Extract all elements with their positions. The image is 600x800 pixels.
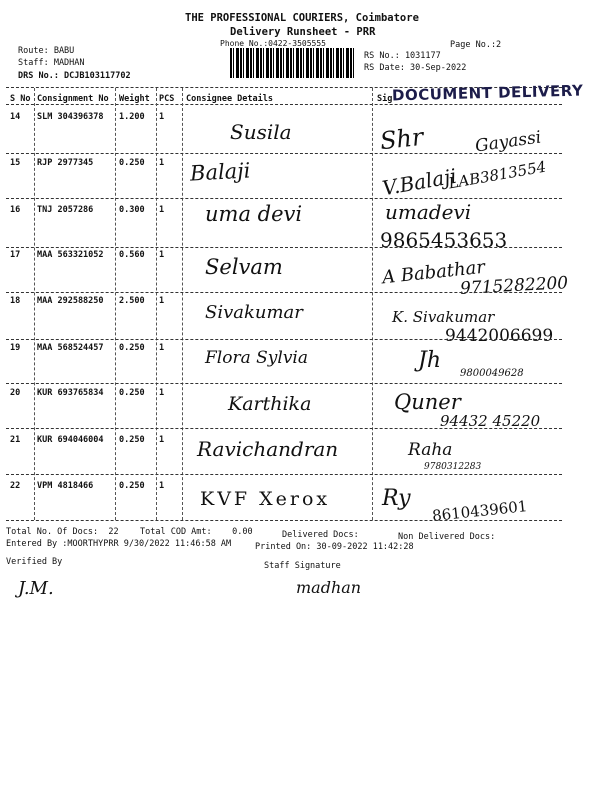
rs-number: RS No.: 1031177 — [364, 51, 441, 61]
row-sno: 16 — [10, 205, 21, 215]
col-weight: Weight — [119, 94, 150, 104]
company-name: THE PROFESSIONAL COURIERS, Coimbatore — [185, 12, 419, 24]
entered-by: Entered By :MOORTHYPRR 9/30/2022 11:46:58 AM — [6, 539, 232, 549]
recipient-signature: K. Sivakumar — [392, 308, 495, 326]
recipient-signature: V.Balaji — [380, 163, 459, 201]
row-weight: 0.250 — [119, 343, 145, 353]
row-weight: 1.200 — [119, 112, 145, 122]
recipient-signature: Ry — [382, 486, 411, 511]
total-cod: Total COD Amt: 0.00 — [140, 527, 253, 537]
row-pcs: 1 — [159, 343, 165, 353]
recipient-phone: 9715282200 — [459, 273, 569, 299]
row-weight: 0.250 — [119, 435, 145, 445]
row-weight: 0.250 — [119, 481, 145, 491]
staff: Staff: MADHAN — [18, 58, 85, 68]
row-sno: 20 — [10, 388, 21, 398]
barcode — [230, 48, 356, 78]
route: Route: BABU — [18, 46, 75, 56]
row-separator — [6, 428, 562, 429]
recipient-phone: 9865453653 — [380, 228, 508, 252]
total-docs: Total No. Of Docs: 22 — [6, 527, 119, 537]
recipient-signature: A Babathar — [381, 256, 486, 289]
staff-signature: madhan — [296, 578, 362, 597]
consignee-name: Sivakumar — [205, 302, 303, 323]
recipient-signature: Quner — [394, 390, 461, 414]
page-number: Page No.:2 — [450, 40, 502, 50]
row-consignment: MAA 292588250 — [37, 296, 104, 306]
table-bottom-rule — [6, 520, 562, 521]
row-sno: 18 — [10, 296, 21, 306]
recipient-signature: Jh — [418, 348, 441, 373]
row-weight: 0.300 — [119, 205, 145, 215]
row-consignment: RJP 2977345 — [37, 158, 94, 168]
consignee-name: Flora Sylvia — [205, 348, 308, 368]
row-consignment: MAA 568524457 — [37, 343, 104, 353]
row-weight: 0.250 — [119, 158, 145, 168]
row-separator — [6, 153, 562, 154]
row-pcs: 1 — [159, 112, 165, 122]
recipient-phone: Gayassi — [473, 127, 543, 157]
recipient-phone: 94432 45220 — [440, 412, 541, 430]
consignee-name: Susila — [230, 120, 292, 144]
col-signature: Sig — [377, 94, 393, 104]
consignee-name: uma devi — [205, 202, 303, 226]
rs-date: RS Date: 30-Sep-2022 — [364, 63, 467, 73]
consignee-name: Selvam — [205, 255, 283, 279]
row-sno: 17 — [10, 250, 21, 260]
document-delivery-stamp: DOCUMENT DELIVERY — [391, 81, 584, 105]
col-pcs: PCS — [159, 94, 175, 104]
delivered-docs: Delivered Docs: — [282, 530, 359, 540]
row-sno: 21 — [10, 435, 21, 445]
row-weight: 2.500 — [119, 296, 145, 306]
document-title: Delivery Runsheet - PRR — [230, 26, 376, 38]
row-pcs: 1 — [159, 481, 165, 491]
phone-number: Phone No.:0422-3505555 — [220, 39, 326, 48]
row-separator — [6, 292, 562, 293]
non-delivered-docs: Non Delivered Docs: — [398, 532, 496, 542]
row-consignment: SLM 304396378 — [37, 112, 104, 122]
row-pcs: 1 — [159, 388, 165, 398]
recipient-phone: 9780312283 — [424, 462, 482, 472]
row-sno: 22 — [10, 481, 21, 491]
printed-on: Printed On: 30-09-2022 11:42:28 — [255, 542, 414, 552]
row-weight: 0.250 — [119, 388, 145, 398]
table-header-rule — [6, 104, 562, 105]
row-pcs: 1 — [159, 435, 165, 445]
recipient-signature: umadevi — [385, 200, 472, 224]
recipient-phone: LAB3813554 — [447, 157, 548, 193]
row-separator — [6, 247, 562, 248]
recipient-phone: 9800049628 — [460, 368, 524, 379]
row-consignment: VPM 4818466 — [37, 481, 94, 491]
row-weight: 0.560 — [119, 250, 145, 260]
row-sno: 14 — [10, 112, 21, 122]
col-sno: S No — [10, 94, 31, 104]
recipient-phone: 9442006699 — [445, 326, 554, 346]
col-consignment: Consignment No — [37, 94, 109, 104]
row-separator — [6, 339, 562, 340]
row-pcs: 1 — [159, 250, 165, 260]
row-consignment: KUR 694046004 — [37, 435, 104, 445]
row-separator — [6, 198, 562, 199]
consignee-name: KVF Xerox — [200, 488, 331, 510]
recipient-phone: 8610439601 — [431, 497, 529, 525]
verified-by-label: Verified By — [6, 557, 63, 567]
recipient-signature: Raha — [408, 440, 453, 460]
row-consignment: MAA 563321052 — [37, 250, 104, 260]
recipient-signature: Shr — [378, 122, 425, 156]
drs-number: DRS No.: DCJB103117702 — [18, 71, 131, 81]
row-consignment: TNJ 2057286 — [37, 205, 94, 215]
col-consignee: Consignee Details — [186, 94, 273, 104]
consignee-name: Ravichandran — [197, 437, 339, 461]
row-separator — [6, 383, 562, 384]
row-pcs: 1 — [159, 158, 165, 168]
row-separator — [6, 474, 562, 475]
row-pcs: 1 — [159, 205, 165, 215]
row-consignment: KUR 693765834 — [37, 388, 104, 398]
consignee-name: Balaji — [189, 158, 252, 186]
verifier-signature: J.M. — [18, 578, 54, 599]
row-sno: 19 — [10, 343, 21, 353]
consignee-name: Karthika — [228, 393, 312, 415]
row-pcs: 1 — [159, 296, 165, 306]
staff-signature-label: Staff Signature — [264, 561, 341, 571]
row-sno: 15 — [10, 158, 21, 168]
